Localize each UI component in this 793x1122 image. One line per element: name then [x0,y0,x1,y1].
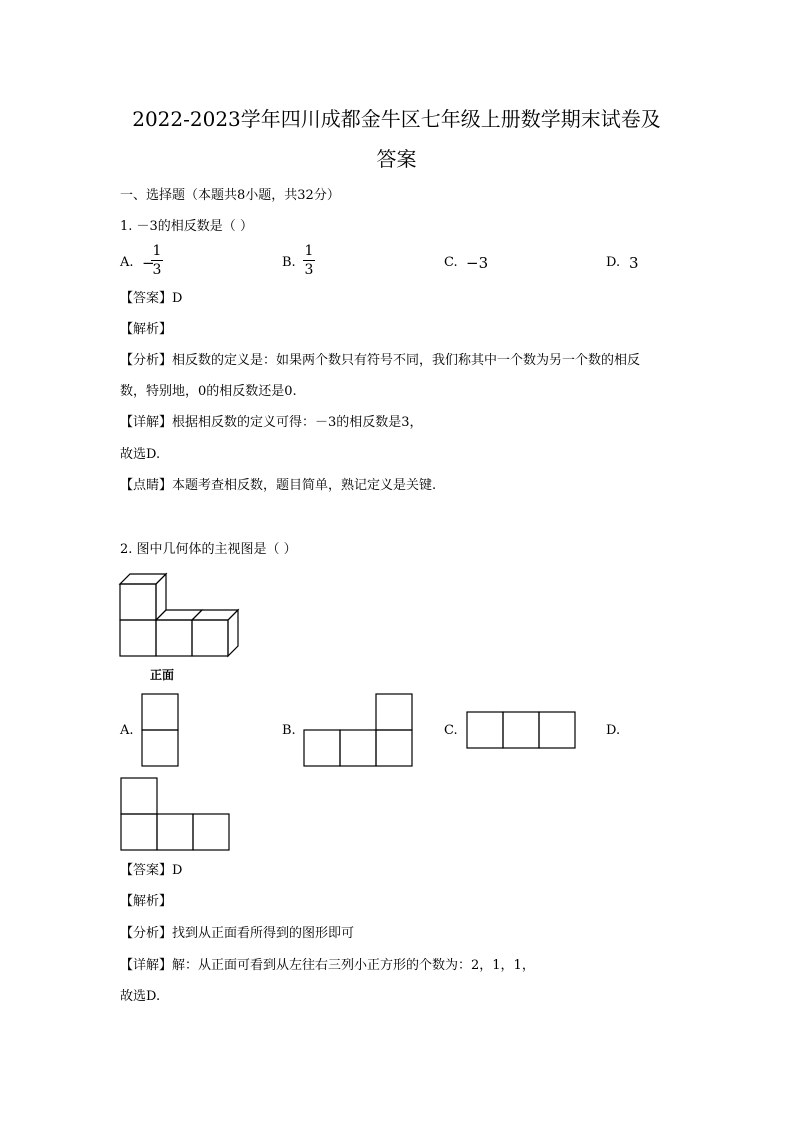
square [142,730,178,766]
q2-option-b-figure [303,693,413,767]
cube-side-face [228,610,238,656]
fraction-bar [303,260,315,261]
q1-fenxi-line2: 数，特别地，0的相反数还是0. [120,384,297,399]
q2-solid-figure [118,568,248,660]
q1-analysis-heading: 【解析】 [120,322,173,337]
q2-option-d-figure [120,777,230,851]
q1-fenxi-line1: 【分析】相反数的定义是：如果两个数只有符号不同，我们称其中一个数为另一个数的相反 [120,353,641,368]
square [503,712,539,748]
cube-front-face [156,620,192,656]
q1-dianjing: 【点睛】本题考查相反数，题目简单，熟记定义是关键. [120,478,437,493]
q2-xiangjie: 【详解】解：从正面可看到从左往右三列小正方形的个数为：2，1，1， [120,958,535,973]
square [157,814,193,850]
q1-answer: 【答案】D [120,291,183,306]
square [142,694,178,730]
square [304,730,340,766]
q2-guxuan: 故选D. [120,989,161,1004]
cube-front-face [120,584,156,620]
q1-option-a-denominator: 3 [152,262,162,278]
question-2-stem: 2. 图中几何体的主视图是（ ） [120,542,297,557]
q2-option-a-letter: A. [120,723,134,738]
cube-side-face [156,574,166,620]
q1-option-c-value: −3 [466,254,489,272]
q1-option-b-letter: B. [282,255,296,270]
q2-analysis-heading: 【解析】 [120,894,173,909]
q2-answer: 【答案】D [120,863,183,878]
square [376,694,412,730]
section-heading: 一、选择题（本题共8小题，共32分） [120,188,340,203]
q1-option-a-sign: − [142,254,155,272]
square [539,712,575,748]
square [121,778,157,814]
q2-fenxi: 【分析】找到从正面看所得到的图形即可 [120,926,355,941]
q1-option-c-letter: C. [444,255,458,270]
document-title-line1: 2022-2023学年四川成都金牛区七年级上册数学期末试卷及 [132,107,661,131]
cube-top-face [192,610,238,620]
fraction-bar [151,260,163,261]
cube-top-face [156,610,202,620]
q1-option-d-value: 3 [629,254,639,272]
square [467,712,503,748]
q1-option-a-letter: A. [120,255,134,270]
square [121,814,157,850]
q1-option-a-fraction [151,243,163,278]
q1-option-b-fraction [303,243,315,278]
question-1-stem: 1. －3的相反数是（ ） [120,219,253,234]
square [193,814,229,850]
cube-top-face [120,574,166,584]
square [340,730,376,766]
cube-front-face [192,620,228,656]
q2-option-b-letter: B. [282,723,296,738]
q1-option-b-numerator: 1 [304,243,314,259]
document-title-line2: 答案 [376,147,417,171]
q1-option-d-letter: D. [606,255,621,270]
q2-option-c-figure [466,711,576,749]
q2-front-label: 正面 [150,668,175,682]
q1-option-a-numerator: 1 [152,243,162,259]
q1-guxuan: 故选D. [120,447,161,462]
q2-option-a-figure [141,693,179,767]
q1-option-b-denominator: 3 [304,262,314,278]
q2-option-c-letter: C. [444,723,458,738]
cube-front-face [120,620,156,656]
q1-xiangjie: 【详解】根据相反数的定义可得：－3的相反数是3， [120,415,423,430]
square [376,730,412,766]
q2-option-d-letter: D. [606,723,621,738]
